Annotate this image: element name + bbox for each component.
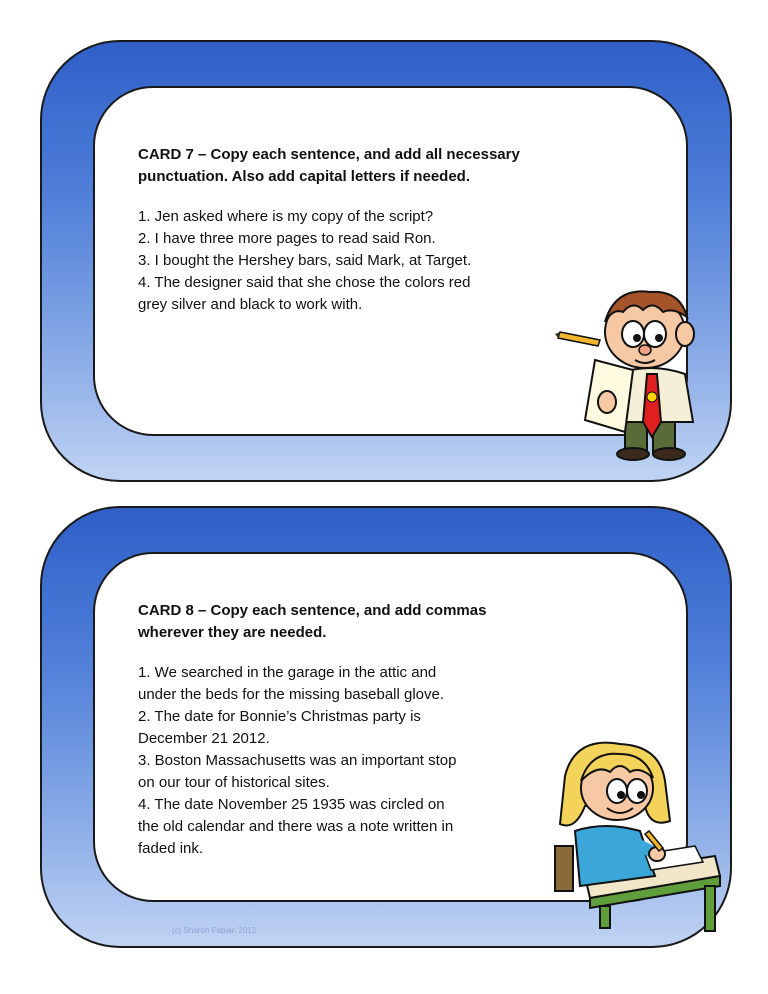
card-7-title: CARD 7 – Copy each sentence, and add all necessary punctuation. Also add capital letters if needed. xyxy=(138,146,520,185)
card-8-sentence-3: 3. Boston Massachusetts was an important stop on our tour of historical sites. xyxy=(138,752,457,791)
copyright-notice: (c) Sharon Fabian 2012 xyxy=(172,926,257,935)
card-7-sentence-2: 2. I have three more pages to read said Ron. xyxy=(138,230,436,247)
cartoon-girl-writing-icon xyxy=(545,736,725,936)
cartoon-boy-reading-icon xyxy=(555,282,725,462)
card-7-sentence-1: 1. Jen asked where is my copy of the script? xyxy=(138,208,434,225)
card-8-sentence-2: 2. The date for Bonnie’s Christmas party is December 21 2012. xyxy=(138,708,421,747)
card-7-sentence-4: 4. The designer said that she chose the colors red grey silver and black to work with. xyxy=(138,274,471,313)
card-8-sentence-4: 4. The date November 25 1935 was circled on the old calendar and there was a note written in faded ink. xyxy=(138,796,454,857)
card-8-content xyxy=(138,600,578,860)
card-7-content xyxy=(138,144,588,316)
card-8-sentence-1: 1. We searched in the garage in the attic and under the beds for the missing baseball glove. xyxy=(138,664,445,703)
card-7-sentence-3: 3. I bought the Hershey bars, said Mark, at Target. xyxy=(138,252,472,269)
card-8-title: CARD 8 – Copy each sentence, and add commas wherever they are needed. xyxy=(138,602,487,641)
